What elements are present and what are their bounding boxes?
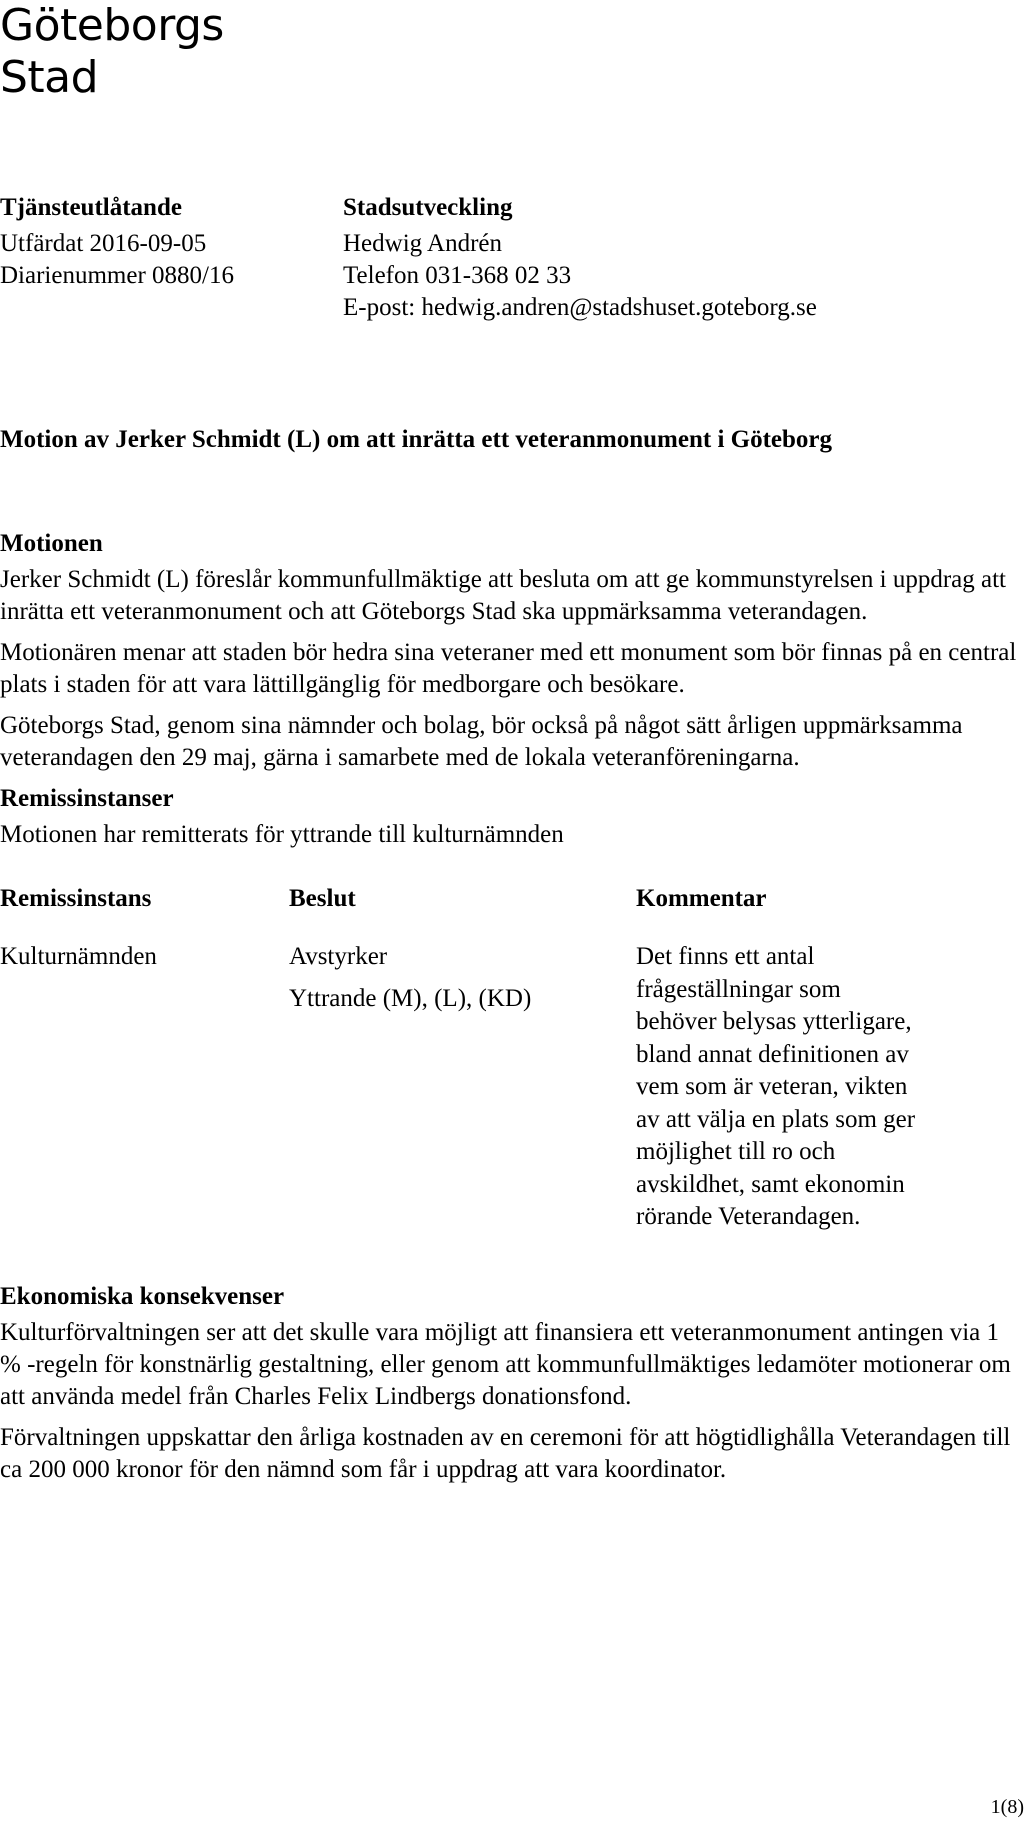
contact-email: E-post: hedwig.andren@stadshuset.goteborg.se	[343, 294, 817, 321]
comment-line: av att välja en plats som ger	[636, 1105, 916, 1133]
document-type: Tjänsteutlåtande	[0, 194, 182, 221]
logo-line-2: Stad	[0, 52, 99, 103]
contact-block	[343, 192, 817, 324]
remiss-heading: Remissinstanser	[0, 785, 174, 812]
table-header-decision: Beslut	[289, 885, 356, 912]
table-column-decision	[289, 883, 609, 1015]
document-body	[0, 528, 1024, 1495]
table-header-instance: Remissinstans	[0, 885, 152, 912]
economy-paragraph-1: Kulturförvaltningen ser att det skulle vara möjligt att finansiera ett veteranmonument antingen via 1 % -regeln för konstnärlig gestaltning, eller genom att kommunfullmäktiges ledamöter motionerar om att använda medel från Charles Felix Lindbergs donationsfond.	[0, 1319, 1011, 1410]
table-column-instance	[0, 883, 280, 973]
comment-line: frågeställningar som	[636, 975, 841, 1003]
motion-heading: Motionen	[0, 530, 103, 557]
comment-line: Det finns ett antal	[636, 943, 815, 970]
table-cell-instance: Kulturnämnden	[0, 943, 157, 970]
table-header-comment: Kommentar	[636, 885, 767, 912]
department: Stadsutveckling	[343, 194, 513, 221]
comment-line: behöver belysas ytterligare,	[636, 1008, 912, 1035]
economy-paragraph-2: Förvaltningen uppskattar den årliga kostnaden av en ceremoni för att högtidlighålla Veterandagen till ca 200 000 kronor för den nämnd som får i uppdrag att vara koordinator.	[0, 1424, 1011, 1483]
economy-section	[0, 1281, 1024, 1486]
motion-paragraph-2: Motionären menar att staden bör hedra sina veteraner med ett monument som bör finnas på en central plats i staden för att vara lättillgänglig för medborgare och besökare.	[0, 639, 1017, 698]
comment-line: vem som är veteran, vikten	[636, 1073, 908, 1100]
contact-phone: Telefon 031-368 02 33	[343, 262, 572, 289]
table-cell-decision: Avstyrker	[289, 943, 388, 970]
comment-line: rörande Veterandagen.	[636, 1203, 861, 1230]
page-number: 1(8)	[990, 1796, 1024, 1818]
remiss-table	[0, 883, 1024, 1271]
motion-paragraph-3: Göteborgs Stad, genom sina nämnder och bolag, bör också på något sätt årligen uppmärksamma veterandagen den 29 maj, gärna i samarbete med de lokala veteranföreningarna.	[0, 712, 963, 771]
table-cell-statement: Yttrande (M), (L), (KD)	[289, 985, 532, 1012]
comment-line: avskildhet, samt ekonomin	[636, 1170, 905, 1198]
diary-number: Diarienummer 0880/16	[0, 262, 234, 289]
issued-date: Utfärdat 2016-09-05	[0, 230, 207, 257]
contact-name: Hedwig Andrén	[343, 230, 502, 257]
goteborgs-stad-logo	[0, 0, 224, 104]
motion-paragraph-1: Jerker Schmidt (L) föreslår kommunfullmäktige att besluta om att ge kommunstyrelsen i uppdrag att inrätta ett veteranmonument och att Göteborgs Stad ska uppmärksamma veterandagen.	[0, 566, 1007, 625]
document-meta	[0, 192, 234, 292]
document-title: Motion av Jerker Schmidt (L) om att inrätta ett veteranmonument i Göteborg	[0, 426, 833, 453]
comment-line: möjlighet till ro och	[636, 1138, 836, 1165]
logo-line-1: Göteborgs	[0, 0, 224, 51]
remiss-text: Motionen har remitterats för yttrande till kulturnämnden	[0, 821, 564, 848]
comment-line: bland annat definitionen av	[636, 1040, 909, 1068]
table-column-comment	[636, 883, 936, 1234]
economy-heading: Ekonomiska konsekvenser	[0, 1283, 285, 1310]
